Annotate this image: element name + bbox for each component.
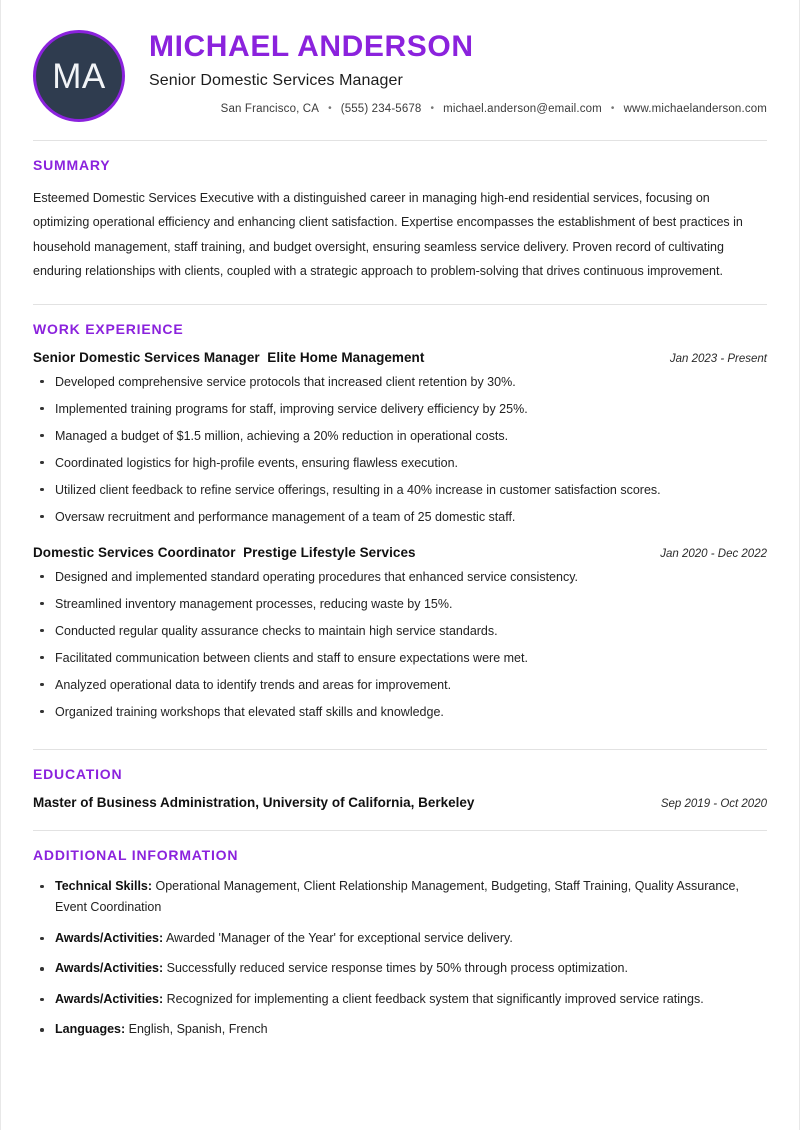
contact-separator: • [430,103,435,114]
education-dates: Sep 2019 - Oct 2020 [660,797,767,810]
section-title-education: EDUCATION [33,765,123,782]
additional-information-list [33,876,767,1041]
experience-bullet: Organized training workshops that elevated staff skills and knowledge. [33,702,767,722]
additional-information-item [33,958,767,980]
experience-bullet-list [33,372,767,527]
experience-bullet: Analyzed operational data to identify trends and areas for improvement. [33,675,767,695]
section-title-work-experience: WORK EXPERIENCE [33,320,184,337]
experience-heading [33,545,416,560]
additional-information-value: English, Spanish, French [125,1022,268,1036]
section-title-summary: SUMMARY [33,157,111,173]
avatar-initials: MA [52,56,106,96]
experience-bullet: Facilitated communication between clients and staff to ensure expectations were met. [33,648,767,668]
additional-information-label: Awards/Activities: [55,961,164,975]
experience-bullet: Managed a budget of $1.5 million, achieving a 20% reduction in operational costs. [33,426,767,446]
contact-website[interactable]: www.michaelanderson.com [623,102,767,115]
experience-bullet: Designed and implemented standard operating procedures that enhanced service consistency. [33,567,767,587]
education-degree: Master of Business Administration, University of California, Berkeley [33,794,475,810]
contact-separator: • [328,103,332,114]
contact-separator: • [610,103,615,114]
header-text-block [125,26,767,115]
additional-information-label: Languages: [55,1022,126,1036]
page-title: MICHAEL ANDERSON [149,30,474,63]
summary-body [33,186,767,296]
header-job-title: Senior Domestic Services Manager [149,71,403,89]
experience-bullet-list [33,567,767,722]
additional-information-value: Operational Management, Client Relationship Management, Budgeting, Staff Training, Quality Assurance, Event Coordination [55,878,739,914]
contact-location: San Francisco, CA [220,102,320,115]
experience-entry [33,350,767,527]
experience-dates: Jan 2023 - Present [669,352,767,365]
section-title-additional-information: ADDITIONAL INFORMATION [33,846,239,863]
experience-bullet: Utilized client feedback to refine service offerings, resulting in a 40% increase in customer satisfaction scores. [33,480,767,500]
additional-information-value: Recognized for implementing a client feedback system that significantly improved service ratings. [163,991,704,1006]
experience-dates: Jan 2020 - Dec 2022 [660,547,767,560]
additional-information-label: Awards/Activities: [55,991,164,1006]
additional-information-value: Awarded 'Manager of the Year' for exceptional service delivery. [163,930,513,945]
experience-bullet: Oversaw recruitment and performance management of a team of 25 domestic staff. [33,507,767,527]
experience-bullet: Developed comprehensive service protocols that increased client retention by 30%. [33,372,767,392]
experience-bullet: Implemented training programs for staff, improving service delivery efficiency by 25%. [33,399,767,419]
experience-heading [33,350,424,365]
additional-information-body [33,876,767,1062]
experience-company: Prestige Lifestyle Services [235,544,416,560]
contact-phone: (555) 234-5678 [340,102,422,115]
section-additional-information [33,831,767,1062]
education-body [33,795,767,822]
additional-information-item [33,1019,767,1041]
experience-entry-header [33,350,767,365]
experience-entry [33,545,767,722]
additional-information-label: Awards/Activities: [55,930,164,945]
additional-information-item [33,876,767,919]
experience-company: Elite Home Management [259,349,425,365]
education-entry [33,795,767,810]
section-work-experience [33,305,767,741]
additional-information-value: Successfully reduced service response times by 50% through process optimization. [163,961,628,975]
contact-row [149,103,767,115]
experience-bullet: Coordinated logistics for high-profile events, ensuring flawless execution. [33,453,767,473]
experience-position: Domestic Services Coordinator [33,544,236,560]
summary-text: Esteemed Domestic Services Executive with a distinguished career in managing high-end residential services, focusing on optimizing operational efficiency and enhancing client satisfaction. Expertise encompasses the establishment of best practices in household management, staff training, and budget oversight, ensuring seamless service delivery. Proven record of cultivating enduring relationships with clients, coupled with a strategic approach to problem-solving that drives continuous improvement. [33,191,743,279]
work-experience-body [33,350,767,741]
experience-position: Senior Domestic Services Manager [33,349,260,365]
experience-bullet: Streamlined inventory management processes, reducing waste by 15%. [33,594,767,614]
section-summary [33,141,767,296]
avatar [33,30,125,122]
experience-bullet: Conducted regular quality assurance checks to maintain high service standards. [33,621,767,641]
experience-entry-header [33,545,767,560]
additional-information-item [33,928,767,950]
section-education [33,750,767,822]
additional-information-label: Technical Skills: [55,878,153,893]
resume-header [33,0,767,132]
additional-information-item [33,989,767,1011]
contact-email[interactable]: michael.anderson@email.com [443,102,602,115]
